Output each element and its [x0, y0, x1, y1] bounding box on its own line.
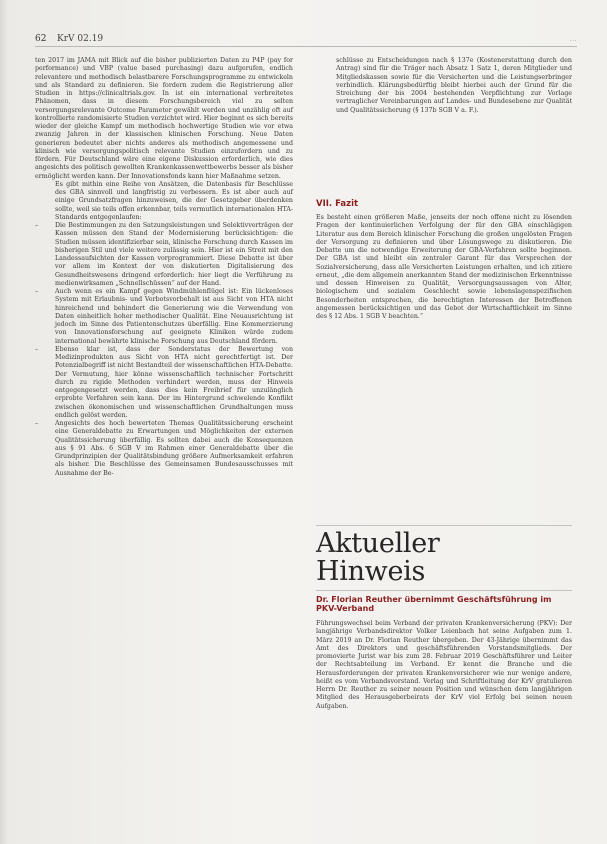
- scan-edge-shadow: [0, 0, 8, 844]
- news-top-rule: [316, 525, 572, 526]
- list-item: – Auch wenn es ein Kampf gegen Windmühlenflügel ist: Ein lückenloses System mit Erlaubnis- und Verbotsvorbehalt ist aus Sicht von HTA nicht hinreichend und behindert die Generierung wie die Verwendung von Daten einheitlich hoher methodischer Qualität. Eine Neuausrichtung ist jedoch im Sinne des Patientenschutzes überfällig. Eine Kommerzierung von Innovationsforschung auf geeignete Kliniken würde zudem international bewährte klinische Forschung aus Deutschland fördern.: [35, 288, 293, 346]
- header-running-title: ...: [569, 36, 577, 43]
- journal-issue: KrV 02.19: [57, 34, 104, 44]
- section-heading-fazit: VII. Fazit: [316, 199, 359, 209]
- page-number: 62: [35, 34, 47, 44]
- list-item: – Ebenso klar ist, dass der Sonderstatus der Bewertung von Medizinprodukten aus Sicht von HTA nicht gerechtfertigt ist. Der Potenzialbegriff ist nicht Bestandteil der wissenschaftlichen HTA-Debatte. Der Vermutung, hier könne wissenschaftlich technischer Fortschritt durch zu rigide Methoden verhindert werden, muss der Hinweis entgegengesetzt werden, dass dies kein Freibrief für unzulänglich erprobte Verfahren sein kann. Der im Hintergrund schwelende Konflikt zwischen ökonomischen und wissenschaftlichen Grundhaltungen muss endlich gelöst werden.: [35, 346, 293, 420]
- fazit-paragraph: Es besteht einen größeren Maße, jenseits der noch offene nicht zu lösenden Fragen der kontinuierlichen Verfolgung der für den GBA einschlägigen Literatur aus dem Bereich klinischer Forschung die großen ungelösten Fragen der Versorgung zu definieren und über Lösungswege zu diskutieren. Die Debatte um die notwendige Erweiterung der GBA-Verfahren sollte beginnen. Der GBA ist und bleibt ein zentraler Garant für das Versprechen der Sozialversicherung, dass alle Versicherten Leistungen erhalten, und ich zitiere erneut, „die dem allgemein anerkannten Stand der medizinischen Erkenntnisse und dessen Hinweisen zu Qualität, Versorgungsaussagen von Alter, biologischem und sozialem Geschlecht sowie lebenslagenspezifischen Besonderheiten entsprechen, die berechtigten Interessen der Betroffenen angemessen berücksichtigen und das Gebot der Wirtschaftlichkeit im Sinne des § 12 Abs. 1 SGB V beachten.“: [316, 214, 572, 320]
- news-title-line-2: Hinweis: [316, 556, 426, 587]
- news-title-rule: [316, 590, 572, 591]
- list-item: – Die Bestimmungen zu den Satzungsleistungen und Selektivverträgen der Kassen müssen den Stand der Modernisierung berücksichtigen: die Studien müssen identifizierbar sein, klinische Forschung durch Kassen im bisherigen Stil und viele weitere zulässig sein. Hier ist ein Streit mit den Landessaufsichten der Kassen vorprogrammiert. Diese Debatte ist über vor allem im Kontext der von diskutierten Digitalisierung des Gesundheitswesens dringend erforderlich: hier liegt die Verführung zu medienwirksamen „Schnellschüssen“ auf der Hand.: [35, 222, 293, 288]
- news-body: Führungswechsel beim Verband der privaten Krankenversicherung (PKV): Der langjährige Verbandsdirektor Volker Leienbach hat seine Aufgaben zum 1. März 2019 an Dr. Florian Reuther übergeben. Der 43-Jährige übernimmt das Amt des Direktors und geschäftsführenden Vorstandsmitglieds. Der promovierte Jurist war bis zum 28. Februar 2019 Geschäftsführer und Leiter der Rechtsabteilung im Verband. Er kennt die Branche und die Herausforderungen der privaten Krankenversicherer wie nur wenige andere, heißt es vom Verbandsvorstand. Verlag und Schriftleitung der KrV gratulieren Herrn Dr. Reuther zu seiner neuen Position und wünschen dem langjährigen Mitglied des Herausgeberbeirats der KrV viel Erfolg bei seinen neuen Aufgaben.: [316, 620, 572, 710]
- news-box-title: [316, 530, 440, 586]
- right-intro-paragraph: schlüsse zu Entscheidungen nach § 137e (Kostenerstattung durch den Antrag) sind für die Träger nach Absatz 1 Satz 1, deren Mitglieder und Mitgliedskassen sowie für die Versicherten und die Leistungserbringer verbindlich. Klärungsbedürftig bleibt hierbei auch der Grund für die Streichung der bis 2004 bestehenden Verpflichtung zur Vorlage vertraglicher Vereinbarungen auf Landes- und Bundesebene zur Qualität und Qualitätssicherung (§ 137b SGB V a. F.).: [336, 57, 572, 114]
- right-column-top: [316, 57, 572, 115]
- page-header: [35, 34, 577, 48]
- header-rule: [35, 46, 577, 47]
- news-title-line-1: Aktueller: [316, 528, 440, 559]
- list-item: – Angesichts des hoch bewerteten Themas Qualitätssicherung erscheint eine Generaldebatte zu Erwartungen und Möglichkeiten der externen Qualitätssicherung überfällig. Es sollten dabei auch die Konsequenzen aus § 91 Abs. 6 SGB V im Rahmen einer Generaldebatte über die Grundprinzipien der Qualitätsbindung größere Aufmerksamkeit erfahren als bisher. Die Beschlüsse des Gemeinsamen Bundesausschusses mit Ausnahme der Be-: [35, 420, 293, 478]
- left-intro-paragraph: ten 2017 im JAMA mit Blick auf die bisher publizierten Daten zu P4P (pay for performance) und VBP (value based purchasing) dazu aufgerufen, endlich relevantere und methodisch belastbarere Forschungsprogramme zu entwickeln und als Standard zu definieren. Sie fordern zudem die Registrierung aller Studien in https://clinicaltrials.gov. In ist ein international verbreitetes Phänomen, dass in diesem Forschungsbereich viel zu selten versorgungsrelevante Outcome Parameter gewählt werden und unzählig oft auf kontrollierte randomisierte Studien verzichtet wird. Hier beginnt es sich bereits wieder der gleiche Kampf um methodisch hochwertige Studien wie vor etwa zwanzig Jahren in der klassischen klinischen Forschung. Neue Daten generieren bedeutet aber nichts anderes als methodisch angemessene und klinisch wie versorgungspolitisch relevante Studien einzufordern und zu fördern. Für Deutschland wäre eine eigene Diskussion erforderlich, wie dies angesichts des politisch gewollten Krankenkassenwettbewerbs besser als bisher ermöglicht werden kann. Der Innovationsfonds kann hier Maßnahme setzen.: [35, 57, 293, 180]
- left-paragraph-2: Es gibt mithin eine Reihe von Ansätzen, die Datenbasis für Beschlüsse des GBA sinnvoll und langfristig zu verbessern. Es ist aber auch auf einige Grundsatzfragen hinzuweisen, die der Gesetzgeber überdenken sollte, weil sie teils offen erkennbar, teils vermutlich internationalen HTA-Standards entgegenlaufen:: [55, 180, 293, 221]
- requirements-list: [35, 222, 293, 478]
- news-headline: Dr. Florian Reuther übernimmt Geschäftsführung im PKV-Verband: [316, 595, 552, 613]
- left-column: [35, 57, 293, 478]
